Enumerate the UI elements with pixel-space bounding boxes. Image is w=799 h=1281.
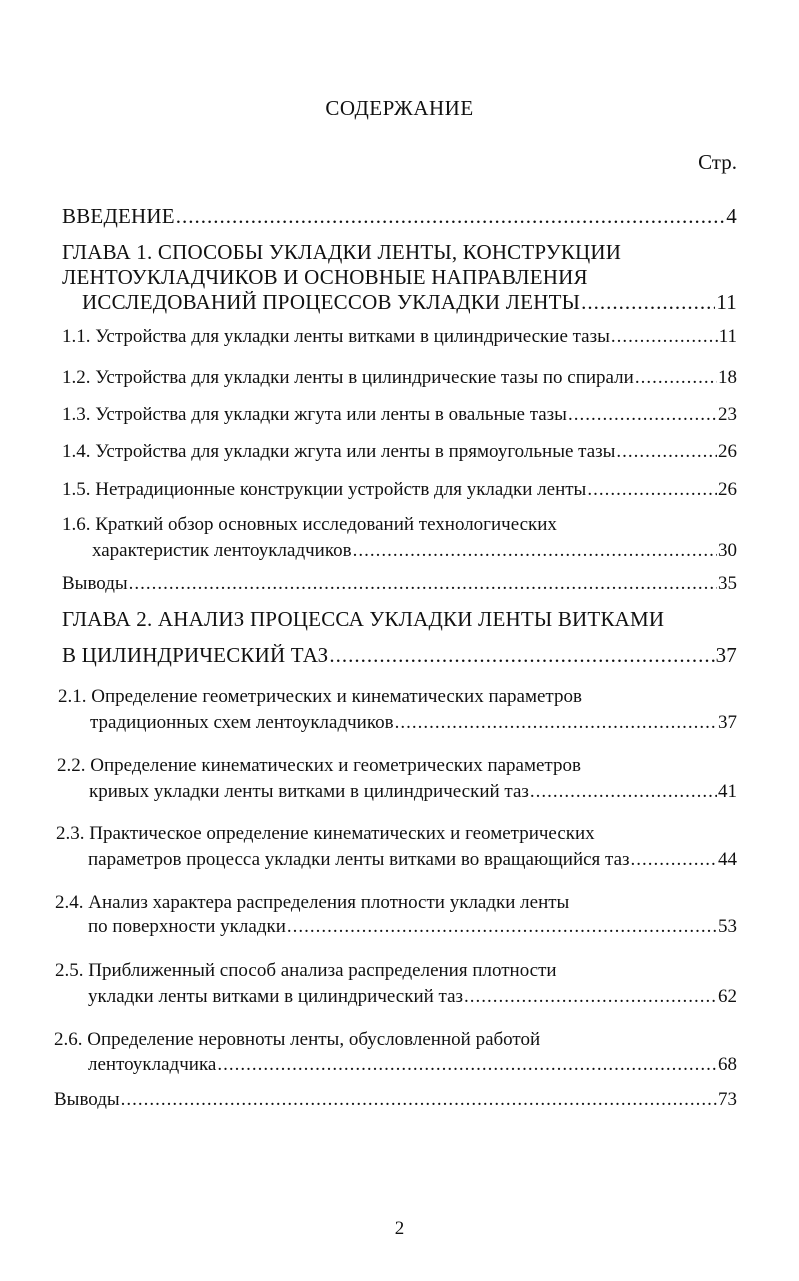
toc-entry-page: 41 [718,781,737,802]
toc-leader-dots [329,643,714,667]
toc-entry-page: 53 [718,916,737,937]
toc-entry-page: 11 [716,290,737,314]
toc-entry-page: 68 [718,1054,737,1075]
toc-entry-page: 11 [718,326,737,347]
toc-entry-2-4[interactable] [88,915,737,939]
toc-entry-page: 62 [718,986,737,1007]
toc-entry-text: лентоукладчика [88,1054,217,1075]
toc-entry-text: 1.1. Устройства для укладки ленты витками в цилиндрические тазы [62,326,610,347]
toc-leader-dots [353,539,717,563]
page-number: 2 [394,1218,405,1239]
toc-entry-text: ИССЛЕДОВАНИЙ ПРОЦЕССОВ УКЛАДКИ ЛЕНТЫ [82,290,581,314]
toc-chapter-2-line1[interactable]: ГЛАВА 2. АНАЛИЗ ПРОЦЕССА УКЛАДКИ ЛЕНТЫ ВИТКАМИ [62,607,665,631]
toc-leader-dots [129,572,717,596]
toc-leader-dots [395,711,717,735]
toc-chapter-1[interactable] [82,290,737,314]
toc-entry-2-1[interactable] [90,711,737,735]
toc-entry-1-6-line1[interactable]: 1.6. Краткий обзор основных исследований технологических [62,514,557,535]
toc-entry-2-3[interactable] [88,848,737,872]
toc-leader-dots [568,403,717,427]
toc-entry-text: 1.4. Устройства для укладки жгута или ленты в прямоугольные тазы [62,441,616,462]
toc-entry-page: 23 [718,404,737,425]
toc-entry-text: традиционных схем лентоукладчиков [90,712,394,733]
toc-leader-dots [587,478,717,502]
toc-leader-dots [631,848,717,872]
toc-leader-dots [611,325,718,349]
toc-entry-2-2-line1[interactable]: 2.2. Определение кинематических и геометрических параметров [57,755,581,776]
toc-entry-2-3-line1[interactable]: 2.3. Практическое определение кинематических и геометрических [56,823,595,844]
toc-entry-text: Выводы [62,573,128,594]
toc-chapter-2[interactable] [62,643,737,667]
toc-entry-page: 18 [718,367,737,388]
toc-entry-1-5[interactable] [62,478,737,502]
toc-entry-text: 1.2. Устройства для укладки ленты в цилиндрические тазы по спирали [62,367,634,388]
toc-entry-page: 4 [726,204,737,228]
toc-leader-dots [121,1088,717,1112]
toc-chapter-1-line2[interactable]: ЛЕНТОУКЛАДЧИКОВ И ОСНОВНЫЕ НАПРАВЛЕНИЯ [62,265,588,289]
toc-entry-page: 30 [718,540,737,561]
toc-leader-dots [581,290,715,314]
toc-entry-1-6[interactable] [92,539,737,563]
toc-leader-dots [464,985,717,1009]
toc-entry-page: 37 [715,643,737,667]
toc-entry-2-4-line1[interactable]: 2.4. Анализ характера распределения плотности укладки ленты [55,892,570,913]
toc-entry-1-1[interactable] [62,325,737,349]
toc-entry-intro[interactable] [62,204,737,228]
page-title: СОДЕРЖАНИЕ [325,96,474,120]
toc-leader-dots [287,915,717,939]
toc-leader-dots [530,780,717,804]
toc-entry-page: 44 [718,849,737,870]
toc-entry-text: характеристик лентоукладчиков [92,540,352,561]
toc-entry-2-1-line1[interactable]: 2.1. Определение геометрических и кинематических параметров [58,686,582,707]
toc-entry-page: 35 [718,573,737,594]
toc-chapter-1-line1[interactable]: ГЛАВА 1. СПОСОБЫ УКЛАДКИ ЛЕНТЫ, КОНСТРУКЦИИ [62,240,622,264]
toc-entry-text: кривых укладки ленты витками в цилиндрический таз [89,781,529,802]
toc-entry-page: 37 [718,712,737,733]
toc-entry-text: В ЦИЛИНДРИЧЕСКИЙ ТАЗ [62,643,329,667]
toc-entry-2-5[interactable] [88,985,737,1009]
toc-leader-dots [616,440,717,464]
toc-entry-text: Выводы [54,1089,120,1110]
toc-entry-text: по поверхности укладки [88,916,286,937]
toc-entry-2-6[interactable] [88,1053,737,1077]
toc-entry-page: 73 [718,1089,737,1110]
toc-entry-text: ВВЕДЕНИЕ [62,204,175,228]
toc-entry-text: параметров процесса укладки ленты витками во вращающийся таз [88,849,630,870]
toc-entry-page: 26 [718,441,737,462]
page-column-label: Стр. [698,150,737,174]
toc-entry-2-5-line1[interactable]: 2.5. Приближенный способ анализа распределения плотности [55,960,557,981]
toc-entry-text: 1.5. Нетрадиционные конструкции устройств для укладки ленты [62,479,587,500]
toc-entry-1-2[interactable] [62,366,737,390]
toc-leader-dots [635,366,717,390]
toc-entry-conclusions-2[interactable] [54,1088,737,1112]
toc-entry-page: 26 [718,479,737,500]
toc-entry-text: 1.3. Устройства для укладки жгута или ленты в овальные тазы [62,404,567,425]
toc-leader-dots [176,204,726,228]
toc-leader-dots [217,1053,717,1077]
toc-entry-2-6-line1[interactable]: 2.6. Определение неровноты ленты, обусловленной работой [54,1029,541,1050]
toc-entry-text: укладки ленты витками в цилиндрический таз [88,986,464,1007]
toc-entry-1-3[interactable] [62,403,737,427]
toc-entry-1-4[interactable] [62,440,737,464]
toc-entry-conclusions-1[interactable] [62,572,737,596]
toc-entry-2-2[interactable] [89,780,737,804]
